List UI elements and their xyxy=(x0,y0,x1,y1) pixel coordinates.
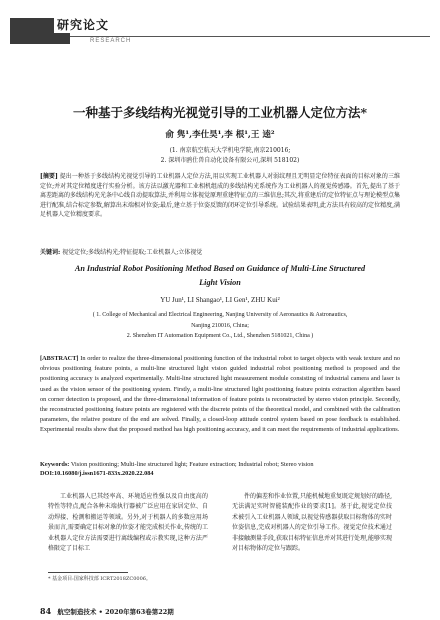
affiliations-cn xyxy=(120,146,340,166)
section-label-cn: 研究论文 xyxy=(54,16,112,33)
keywords-cn-label: 关键词: xyxy=(40,249,61,256)
page-number: 84 xyxy=(40,606,52,616)
abstract-en-text: In order to realize the three-dimensional positioning function of the industrial robot to target objects with weak texture and no obvious positioning feature points, a multi-line structured light vision guided industrial robot positioning method is proposed and the positioning accuracy is analyzed experimentally. Multi-line structured light measurement module consisting of industrial camera and laser is used as the vision sensor of the positioning system. Firstly, a multi-line structured light positioning feature points extraction algorithm based on corner detection is proposed, and the three-dimensional information of feature points is reconstructed by stereo vision principle. Secondly, the reconstructed positioning feature points are registered with the discrete points of the theoretical model, and combined with the calibration parameters, the relative posture of the end are solved. Finally, a closed-loop attitude control system based on pose feedback is established. Experimental results show that the proposed method has high positioning accuracy, and it can meet the requirements of industrial applications. xyxy=(40,355,400,434)
keywords-cn xyxy=(40,248,400,257)
keywords-cn-text: 视觉定位;多线结构光;特征提取;工业机器人;立体视觉 xyxy=(62,249,203,256)
section-header xyxy=(10,12,430,48)
affiliation-en-line: ( 1. College of Mechanical and Electrical Engineering, Nanjing University of Aeronautics & Astronautics, xyxy=(92,312,348,318)
abstract-en-label: [ABSTRACT] xyxy=(40,355,79,362)
header-rule xyxy=(70,36,430,37)
affiliation-cn-line: (1. 南京航空航天大学机电学院,南京210016; xyxy=(169,147,291,154)
paper-title-cn: 一种基于多线结构光视觉引导的工业机器人定位方法* xyxy=(72,105,368,120)
abstract-cn-text: 提出一种基于多线结构光视觉引导的工业机器人定位方法,用以实现工业机器人对弱纹理且无明显定位特征表面的目标对象的三维定位;并对其定位精度进行实验分析。该方法以激光器和工业相机组成的多线结构光系统作为工业机器人的视觉传感器。首先,提出了基于离差距离的多线结构光光条中心线自动提取算法,并利用立体视觉原理重建特征点的三维信息;其次,将重建后的定位特征点与理论模型点集进行配准,结合标定参数,解算出末端相对位姿;最后,建立基于位姿反馈的闭环定位引导系统。试验结果表明,此方法具有较高的定位精度,满足机器人定位精度要求。 xyxy=(40,173,400,219)
body-column-right: 件的偏差和作业位置,只能机械地重复既定规划好的路径,无法满足实时智能装配作业的要求[1]。基于此,视觉定位技术被引入工业机器人领域,以视觉传感器获取目标物体的实时位姿信息,完成对机器人的定位引导工作。视觉定位技术通过非接触测量手段,获取目标特征信息并对其进行处理,能够实现对目标物体的定位与跟踪。 xyxy=(232,493,392,553)
footnote-rule xyxy=(48,572,128,573)
body-column-left: 工业机器人已其经率高、环境适应性强以及自由度高的特性等特点,配合各种末端执行器被广泛应用在家居定位、自动焊接、检测和搬运等领域。另外,对于机器人的多数应用场景而言,需要确定目标对象的位姿才能完成相关作业,传统的工业机器人定位方法需要进行离线编程或示教实现,这种方法严格限定了目标工 xyxy=(48,493,208,553)
authors-cn: 俞 隽¹,李仕昊¹,李 根¹,王 逵² xyxy=(165,130,275,140)
keywords-en xyxy=(40,460,400,470)
affiliation-en-line: Nanjing 210016, China; xyxy=(191,322,249,329)
footnote: * 基金项目:国家科技部 ICRT2018ZC0006。 xyxy=(48,576,151,582)
abstract-cn xyxy=(40,172,400,220)
section-label-en: RESEARCH xyxy=(90,38,132,44)
abstract-cn-label: [摘要] xyxy=(40,173,58,180)
doi: DOI:10.16080/j.issn1671-833x.2020.22.084 xyxy=(40,470,154,477)
keywords-en-text: Vision positioning; Multi-line structured light; Feature extraction; Industrial robot; Stereo vision xyxy=(70,461,314,468)
affiliations-en xyxy=(90,310,350,342)
affiliation-en-line: 2. Shenzhen IT Automation Equipment Co., Ltd., Shenzhen 5181021, China ) xyxy=(126,333,314,339)
page-footer xyxy=(40,606,174,616)
authors-en: YU Jun¹, LI Shangao¹, LI Gen¹, ZHU Kui² xyxy=(160,296,280,304)
paper-title-en: An Industrial Robot Positioning Method Based on Guidance of Multi-Line Structured Light Vision xyxy=(74,264,366,287)
keywords-en-label: Keywords: xyxy=(40,461,70,468)
affiliation-cn-line: 2. 深圳市鸥仕兽自动化设备有限公司,深圳 518102) xyxy=(160,157,300,164)
abstract-en xyxy=(40,354,400,436)
journal-info: 航空制造技术 • 2020年第63卷第22期 xyxy=(57,608,174,616)
